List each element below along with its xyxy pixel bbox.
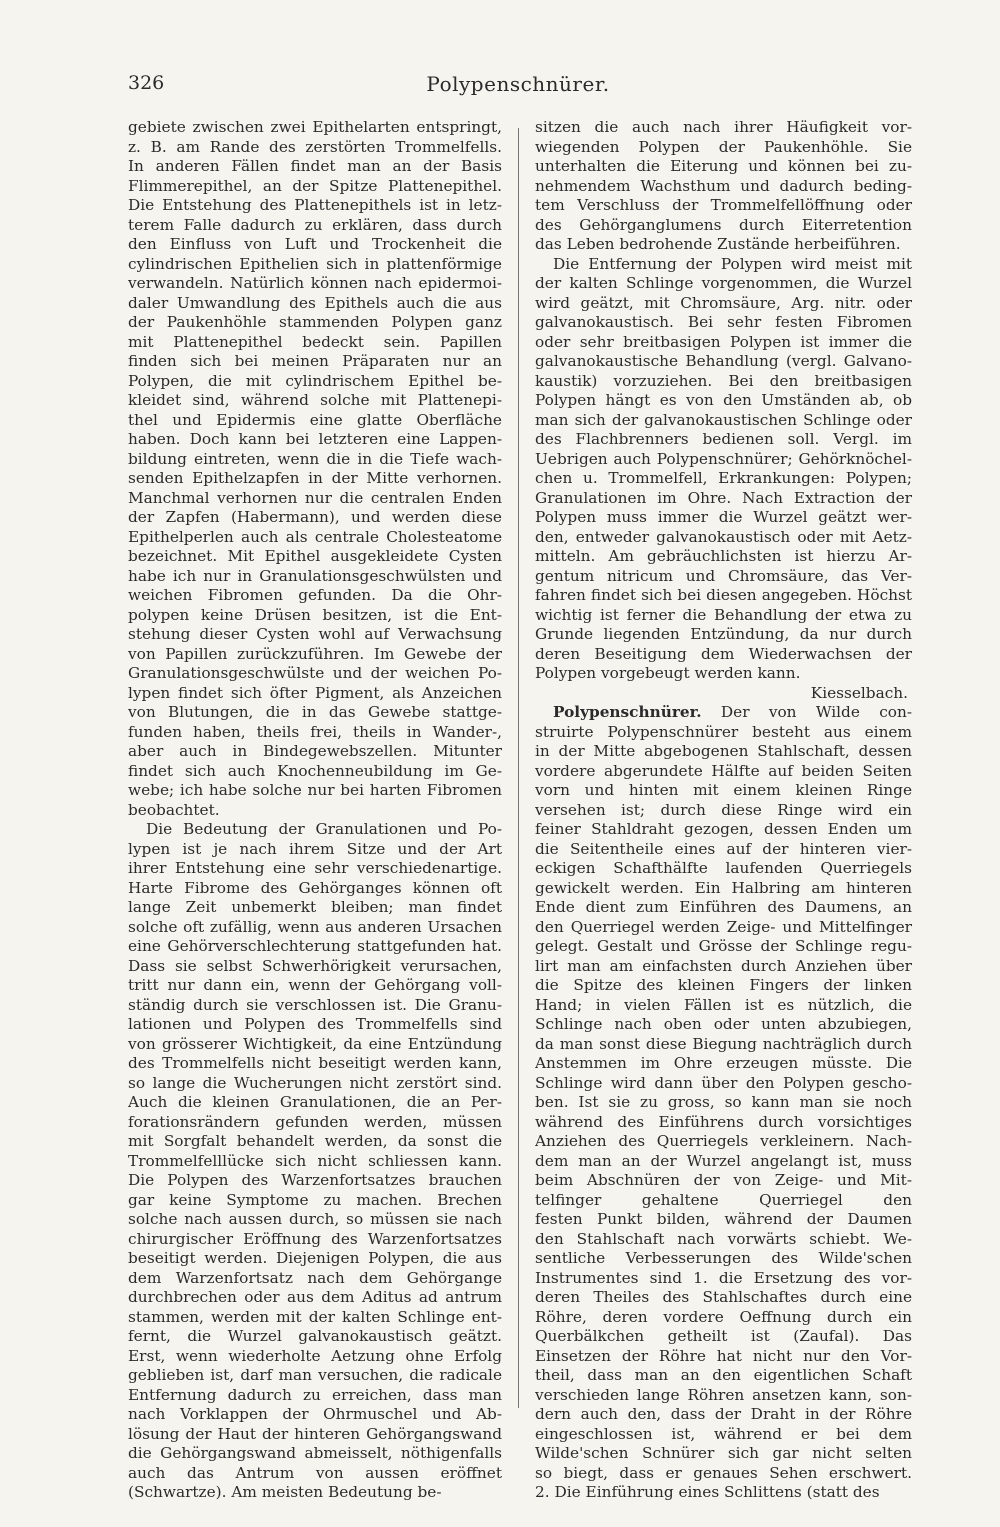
text-line: daler Umwandlung des Epithels auch die aus	[128, 293, 502, 312]
text-line: Flimmerepithel, an der Spitze Plattenepithel.	[128, 176, 502, 195]
text-line: mitteln. Am gebräuchlichsten ist hierzu Ar-	[535, 547, 912, 565]
page-header	[128, 72, 908, 102]
text-line: den Querriegel werden Zeige- und Mittelfinger	[535, 917, 912, 936]
text-line: Querbälkchen getheilt ist (Zaufal). Das	[535, 1327, 912, 1345]
text-line: lypen findet sich öfter Pigment, als Anzeichen	[128, 683, 502, 702]
text-line: Epithelperlen auch als centrale Cholesteatome	[128, 527, 502, 546]
text-line: feiner Stahldraht gezogen, dessen Enden um	[535, 820, 912, 838]
text-line: kaustik) vorzuziehen. Bei den breitbasigen	[535, 371, 912, 390]
text-line: Entfernung dadurch zu erreichen, dass man	[128, 1385, 502, 1404]
text-line: funden haben, theils frei, theils in Wander-,	[128, 722, 502, 741]
text-line: thel und Epidermis eine glatte Oberfläche	[128, 410, 502, 429]
right-column-body	[535, 118, 912, 684]
text-line: chirurgischer Eröffnung des Warzenfortsatzes	[128, 1229, 502, 1248]
text-line: nehmendem Wachsthum und dadurch beding-	[535, 176, 912, 195]
text-line: deren Theiles des Stahlschaftes durch eine	[535, 1288, 912, 1306]
text-line: gebiete zwischen zwei Epithelarten entspringt,	[128, 118, 502, 136]
text-line: verschieden lange Röhren ansetzen kann, son-	[535, 1385, 912, 1404]
entry-headword: Polypenschnürer.	[553, 703, 702, 721]
text-line: so biegt, dass er genaues Sehen erschwert.	[535, 1463, 912, 1482]
text-line: so lange die Wucherungen nicht zerstört sind.	[128, 1073, 502, 1092]
text-line: sentliche Verbesserungen des Wilde'schen	[535, 1249, 912, 1267]
text-line: Auch die kleinen Granulationen, die an Per-	[128, 1093, 502, 1111]
text-line: von Papillen zurückzuführen. Im Gewebe der	[128, 644, 502, 663]
text-line: die Seitentheile eines auf der hinteren vier-	[535, 839, 912, 858]
text-line: Harte Fibrome des Gehörganges können oft	[128, 878, 502, 897]
text-line: Polypen, die mit cylindrischem Epithel be-	[128, 371, 502, 390]
text-line: (Schwartze). Am meisten Bedeutung be-	[128, 1483, 442, 1501]
text-line: wird geätzt, mit Chromsäure, Arg. nitr. oder	[535, 293, 912, 312]
text-line: des Gehörganglumens durch Eiterretention	[535, 215, 912, 234]
text-line: finden sich bei meinen Präparaten nur an	[128, 352, 502, 370]
text-line: dem man an der Wurzel angelangt ist, muss	[535, 1151, 912, 1170]
text-line: cylindrischen Epithelien sich in plattenförmige	[128, 254, 502, 273]
text-line: oder sehr breitbasigen Polypen ist immer die	[535, 332, 912, 351]
text-line: von grösserer Wichtigkeit, da eine Entzündung	[128, 1034, 502, 1053]
text-line: terem Falle dadurch zu erklären, dass durch	[128, 215, 502, 234]
text-line: forationsrändern gefunden werden, müssen	[128, 1112, 502, 1131]
text-line: da man sonst diese Biegung nachträglich durch	[535, 1034, 912, 1053]
text-line: haben. Doch kann bei letzteren eine Lappen-	[128, 430, 502, 448]
text-line: mit Plattenepithel bedeckt sein. Papillen	[128, 332, 502, 351]
text-line: galvanokaustisch. Bei sehr festen Fibromen	[535, 313, 912, 331]
text-line: gentum nitricum und Chromsäure, das Ver-	[535, 566, 912, 585]
text-line: lypen ist je nach ihrem Sitze und der Art	[128, 839, 502, 858]
text-line: Granulationsgeschwülste und der weichen Po-	[128, 664, 502, 682]
text-line: Schlinge nach oben oder unten abzubiegen,	[535, 1015, 912, 1033]
text-line: 2. Die Einführung eines Schlittens (statt des	[535, 1483, 880, 1501]
text-line: stammen, werden mit der kalten Schlinge ent-	[128, 1307, 502, 1326]
text-line: In anderen Fällen findet man an der Basis	[128, 157, 502, 175]
text-line: Erst, wenn wiederholte Aetzung ohne Erfolg	[128, 1346, 502, 1365]
text-line: ben. Ist sie zu gross, so kann man sie noch	[535, 1093, 912, 1111]
text-line: Röhre, deren vordere Oeffnung durch ein	[535, 1307, 912, 1326]
text-line: auch das Antrum von aussen eröffnet	[128, 1463, 502, 1482]
text-line: Anziehen des Querriegels verkleinern. Nach-	[535, 1132, 912, 1150]
text-line: Polypen hängt es von den Umständen ab, ob	[535, 391, 912, 409]
text-line: galvanokaustische Behandlung (vergl. Galvano-	[535, 352, 912, 370]
text-line: Uebrigen auch Polypenschnürer; Gehörknöchel-	[535, 449, 912, 468]
text-line: von Blutungen, die in das Gewebe stattge-	[128, 703, 502, 721]
text-line: weichen Fibromen gefunden. Da die Ohr-	[128, 586, 502, 604]
text-line: vorn und hinten mit einem kleinen Ringe	[535, 781, 912, 799]
text-line: ihrer Entstehung eine sehr verschiedenartige.	[128, 859, 502, 877]
text-line: deren Beseitigung dem Wiederwachsen der	[535, 644, 912, 663]
text-line: die Spitze des kleinen Fingers der linken	[535, 976, 912, 994]
text-line: fernt, die Wurzel galvanokaustisch geätzt.	[128, 1327, 502, 1345]
text-line: lationen und Polypen des Trommelfells sind	[128, 1015, 502, 1033]
text-line: eine Gehörverschlechterung stattgefunden hat.	[128, 937, 502, 955]
text-line: Ende dient zum Einführen des Daumens, an	[535, 898, 912, 916]
text-line: Die Bedeutung der Granulationen und Po-	[146, 820, 502, 838]
text-line: z. B. am Rande des zerstörten Trommelfells.	[128, 137, 502, 156]
text-line: das Leben bedrohende Zustände herbeiführen.	[535, 235, 901, 253]
text-line: der Paukenhöhle stammenden Polypen ganz	[128, 313, 502, 331]
entry-first-line	[535, 703, 912, 723]
text-line: vordere abgerundete Hälfte auf beiden Seiten	[535, 761, 912, 780]
text-line: Wilde'schen Schnürer sich gar nicht selten	[535, 1444, 912, 1462]
text-line: durchbrechen oder aus dem Aditus ad antrum	[128, 1288, 502, 1306]
text-line: struirte Polypenschnürer besteht aus einem	[535, 722, 912, 741]
text-line: Granulationen im Ohre. Nach Extraction der	[535, 488, 912, 507]
entry-first-line-text: Der von Wilde con-	[701, 703, 912, 721]
text-line: gar keine Symptome zu machen. Brechen	[128, 1190, 502, 1209]
text-line: Grunde liegenden Entzündung, da nur durch	[535, 625, 912, 643]
text-line: beseitigt werden. Diejenigen Polypen, die aus	[128, 1249, 502, 1267]
text-line: Die Entstehung des Plattenepithels ist in letz-	[128, 196, 502, 214]
text-line: Einsetzen der Röhre hat nicht nur den Vor-	[535, 1346, 912, 1365]
text-line: kleidet sind, während solche mit Plattenepi-	[128, 391, 502, 409]
text-line: der Zapfen (Habermann), und werden diese	[128, 508, 502, 526]
text-line: sitzen die auch nach ihrer Häufigkeit vor-	[535, 118, 912, 136]
text-line: Hand; in vielen Fällen ist es nützlich, die	[535, 995, 912, 1014]
text-line: Dass sie selbst Schwerhörigkeit verursachen,	[128, 956, 502, 975]
text-line: Die Entfernung der Polypen wird meist mit	[553, 254, 912, 273]
text-line: findet sich auch Knochenneubildung im Ge-	[128, 761, 502, 780]
text-line: eingeschlossen ist, während er bei dem	[535, 1424, 912, 1443]
text-line: tritt nur dann ein, wenn der Gehörgang voll-	[128, 976, 502, 994]
text-line: stehung dieser Cysten wohl auf Verwachsung	[128, 625, 502, 643]
text-line: webe; ich habe solche nur bei harten Fibromen	[128, 781, 502, 799]
text-line: versehen ist; durch diese Ringe wird ein	[535, 800, 912, 819]
text-line: Die Polypen des Warzenfortsatzes brauchen	[128, 1171, 502, 1189]
text-line: Schlinge wird dann über den Polypen gescho-	[535, 1073, 912, 1092]
text-line: der kalten Schlinge vorgenommen, die Wurzel	[535, 274, 912, 292]
text-line: wiegenden Polypen der Paukenhöhle. Sie	[535, 137, 912, 156]
right-column	[535, 118, 912, 1503]
text-line: während des Einführens durch vorsichtiges	[535, 1112, 912, 1131]
column-divider	[518, 128, 519, 1408]
text-line: beim Abschnüren der von Zeige- und Mit-	[535, 1171, 912, 1189]
text-line: chen u. Trommelfell, Erkrankungen: Polypen;	[535, 469, 912, 487]
text-line: habe ich nur in Granulationsgeschwülsten und	[128, 566, 502, 585]
text-line: Manchmal verhornen nur die centralen Enden	[128, 488, 502, 507]
left-column	[128, 118, 502, 1503]
text-line: solche oft zufällig, wenn aus anderen Ursachen	[128, 917, 502, 936]
text-line: in der Mitte abgebogenen Stahlschaft, dessen	[535, 742, 912, 760]
text-line: theil, dass man an den eigentlichen Schaft	[535, 1366, 912, 1384]
text-line: senden Epithelzapfen in der Mitte verhornen.	[128, 469, 502, 487]
author-signature: Kiesselbach.	[810, 683, 908, 702]
text-line: bezeichnet. Mit Epithel ausgekleidete Cysten	[128, 547, 502, 565]
text-line: festen Punkt bilden, während der Daumen	[535, 1210, 912, 1228]
running-head: Polypenschnürer.	[426, 72, 610, 96]
text-line: dem Warzenfortsatz nach dem Gehörgange	[128, 1268, 502, 1287]
text-line: den Stahlschaft nach vorwärts schiebt. We-	[535, 1229, 912, 1248]
text-line: Polypen muss immer die Wurzel geätzt wer-	[535, 508, 912, 526]
text-line: Anstemmen im Ohre erzeugen müsste. Die	[535, 1054, 912, 1072]
text-line: gewickelt werden. Ein Halbring am hinteren	[535, 878, 912, 897]
text-line: Polypen vorgebeugt werden kann.	[535, 664, 801, 682]
text-line: des Trommelfells nicht beseitigt werden kann,	[128, 1054, 502, 1072]
text-line: wichtig ist ferner die Behandlung der etwa zu	[535, 605, 912, 624]
text-line: Trommelfelllücke sich nicht schliessen kann.	[128, 1151, 502, 1170]
text-line: verwandeln. Natürlich können nach epidermoi-	[128, 274, 502, 292]
text-line: bildung eintreten, wenn die in die Tiefe wach-	[128, 449, 502, 468]
text-line: mit Sorgfalt behandelt werden, da sonst die	[128, 1132, 502, 1150]
text-line: man sich der galvanokaustischen Schlinge oder	[535, 410, 912, 429]
text-line: des Flachbrenners bedienen soll. Vergl. im	[535, 430, 912, 448]
page-number: 326	[128, 72, 165, 94]
text-line: die Gehörgangswand abmeisselt, nöthigenfalls	[128, 1444, 502, 1462]
text-line: fahren findet sich bei diesen angegeben. Höchst	[535, 586, 912, 604]
text-line: aber auch in Bindegewebszellen. Mitunter	[128, 742, 502, 760]
text-line: lange Zeit unbemerkt bleiben; man findet	[128, 898, 502, 916]
text-line: gelegt. Gestalt und Grösse der Schlinge regu-	[535, 937, 912, 955]
text-line: polypen keine Drüsen besitzen, ist die Ent-	[128, 605, 502, 624]
text-line: unterhalten die Eiterung und können bei zu-	[535, 157, 912, 175]
text-line: ständig durch sie verschlossen ist. Die Granu-	[128, 995, 502, 1014]
text-line: eckigen Schafthälfte laufenden Querriegels	[535, 859, 912, 877]
text-line: solche nach aussen durch, so müssen sie nach	[128, 1210, 502, 1228]
text-line: geblieben ist, darf man versuchen, die radicale	[128, 1366, 502, 1384]
text-line: lösung der Haut der hinteren Gehörgangswand	[128, 1424, 502, 1443]
text-line: lirt man am einfachsten durch Anziehen über	[535, 956, 912, 975]
entry-body	[535, 723, 912, 1503]
text-line: nach Vorklappen der Ohrmuschel und Ab-	[128, 1405, 502, 1423]
text-line: Instrumentes sind 1. die Ersetzung des vor-	[535, 1268, 912, 1287]
text-line: beobachtet.	[128, 800, 220, 819]
text-line: den, entweder galvanokaustisch oder mit Aetz-	[535, 527, 912, 546]
text-line: tem Verschluss der Trommelfellöffnung oder	[535, 196, 912, 214]
text-line: dern auch den, dass der Draht in der Röhre	[535, 1405, 912, 1423]
text-line: telfinger gehaltene Querriegel den	[535, 1190, 912, 1209]
text-line: den Einfluss von Luft und Trockenheit die	[128, 235, 502, 253]
